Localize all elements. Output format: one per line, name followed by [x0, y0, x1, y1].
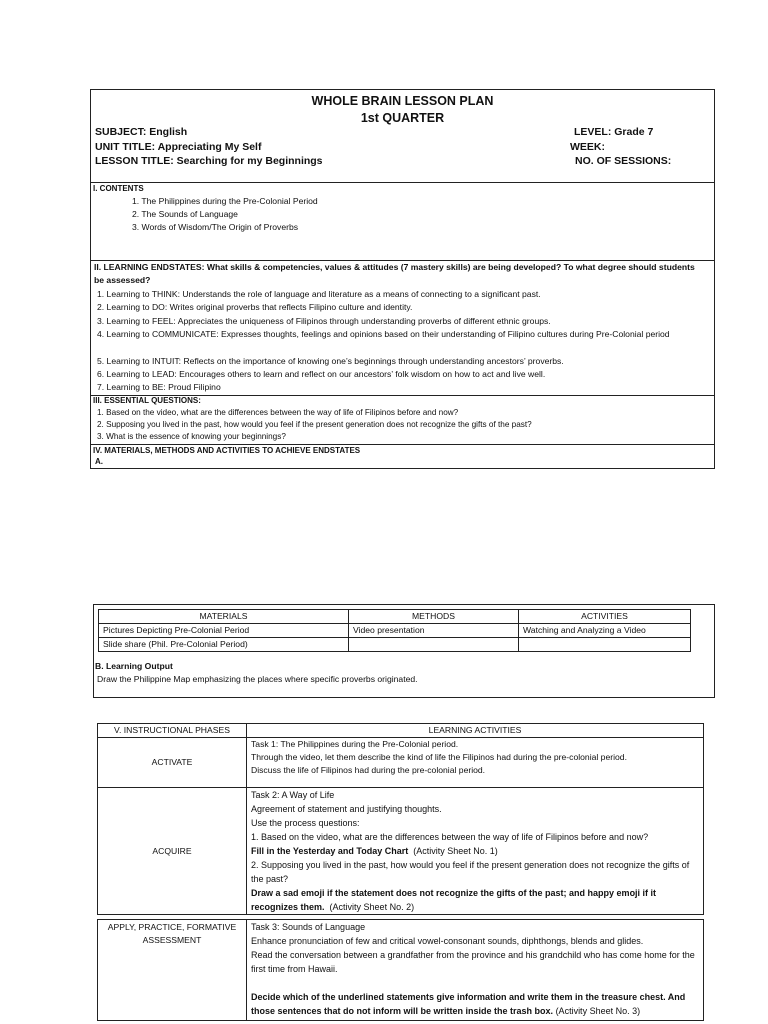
week-label: WEEK:	[570, 141, 605, 153]
materials-sub-label: A.	[95, 457, 103, 466]
activity-line: Task 1: The Philippines during the Pre-Colonial period.	[251, 739, 459, 749]
phase-cell: ACQUIRE	[98, 788, 247, 915]
materials-heading: IV. MATERIALS, METHODS AND ACTIVITIES TO ACHIEVE ENDSTATES	[93, 446, 361, 455]
contents-heading: I. CONTENTS	[93, 184, 144, 193]
table-header-row	[99, 610, 691, 624]
phases-table	[97, 723, 704, 915]
activity-line: Agreement of statement and justifying thoughts.	[251, 804, 442, 814]
endstate-item: 2. Learning to DO: Writes original proverbs that reflects Filipino culture and identity.	[97, 302, 413, 312]
subject-label: SUBJECT: English	[95, 126, 188, 138]
phase-cell: ACTIVATE	[98, 738, 247, 788]
activity-cell	[247, 788, 704, 915]
materials-box	[93, 604, 715, 698]
activity-line: Discuss the life of Filipinos had during the pre-colonial period.	[251, 765, 486, 775]
column-header: V. INSTRUCTIONAL PHASES	[98, 724, 247, 738]
essential-question: 1. Based on the video, what are the differences between the way of life of Filipinos before and now?	[97, 408, 459, 417]
instruction-text: Decide which of the underlined statements give information and write them in the treasure chest. And those sentences that do not inform will be written inside the trash box.	[251, 992, 686, 1016]
endstate-item: 5. Learning to INTUIT: Reflects on the importance of knowing one’s beginnings through understanding ancestors’ proverbs.	[97, 356, 564, 366]
contents-item: 2. The Sounds of Language	[132, 209, 238, 219]
lesson-plan-box	[90, 89, 715, 469]
activity-cell	[247, 920, 704, 1021]
table-row	[98, 788, 704, 915]
column-header: ACTIVITIES	[519, 610, 691, 624]
activity-line: Use the process questions:	[251, 818, 360, 828]
page-title: WHOLE BRAIN LESSON PLAN	[311, 94, 494, 108]
endstate-item: 1. Learning to THINK: Understands the role of language and literature as a means of connecting to a significant past.	[97, 289, 541, 299]
essential-heading: III. ESSENTIAL QUESTIONS:	[93, 396, 201, 405]
endstate-item: 3. Learning to FEEL: Appreciates the uniqueness of Filipinos through understanding proverbs of different ethnic groups.	[97, 316, 551, 326]
endstate-item: 4. Learning to COMMUNICATE: Expresses thoughts, feelings and opinions based on their understanding of Filipino cultures during Pre-Colonial period	[97, 329, 670, 339]
table-cell: Watching and Analyzing a Video	[519, 624, 691, 638]
table-cell: Video presentation	[349, 624, 519, 638]
instruction-text: Draw a sad emoji if the statement does not recognize the gifts of the past; and happy emoji if it recognizes them.	[251, 888, 657, 912]
sessions-label: NO. OF SESSIONS:	[575, 155, 672, 167]
task-title: Task 2: A Way of Life	[251, 790, 335, 800]
activity-sheet-ref: (Activity Sheet No. 3)	[555, 1006, 641, 1016]
column-header: MATERIALS	[99, 610, 349, 624]
endstate-item: 7. Learning to BE: Proud Filipino	[97, 382, 221, 392]
table-cell: Slide share (Phil. Pre-Colonial Period)	[99, 638, 349, 652]
header-section	[91, 90, 714, 183]
table-row	[98, 738, 704, 788]
quarter-title: 1st QUARTER	[360, 111, 445, 125]
task-title: Task 3: Sounds of Language	[251, 922, 366, 932]
activity-line: 1. Based on the video, what are the differences between the way of life of Filipinos before and now?	[251, 832, 649, 842]
activity-sheet-ref: (Activity Sheet No. 1)	[413, 846, 498, 856]
essential-question: 3. What is the essence of knowing your beginnings?	[97, 432, 286, 441]
column-header: METHODS	[349, 610, 519, 624]
contents-item: 3. Words of Wisdom/The Origin of Proverbs	[132, 222, 299, 232]
activity-line: Enhance pronunciation of few and critical vowel-consonant sounds, diphthongs, blends and glides.	[251, 936, 644, 946]
materials-table	[98, 609, 691, 652]
learning-output-text: Draw the Philippine Map emphasizing the places where specific proverbs originated.	[97, 674, 418, 684]
endstate-item: 6. Learning to LEAD: Encourages others to learn and reflect on our ancestors’ folk wisdom on how to act and live well.	[97, 369, 546, 379]
unit-title-label: UNIT TITLE: Appreciating My Self	[95, 141, 262, 153]
table-cell: Pictures Depicting Pre-Colonial Period	[99, 624, 349, 638]
activity-sheet-ref: (Activity Sheet No. 2)	[329, 902, 415, 912]
learning-output-heading: B. Learning Output	[95, 661, 173, 671]
essential-questions-section	[91, 395, 714, 445]
instruction-text: Fill in the Yesterday and Today Chart	[251, 846, 409, 856]
phase-cell: APPLY, PRACTICE, FORMATIVE ASSESSMENT	[98, 920, 247, 1021]
activity-cell	[247, 738, 704, 788]
activity-line: 2. Supposing you lived in the past, how would you feel if the present generation does not recognize the gifts of the past?	[251, 860, 690, 884]
activity-line	[251, 844, 699, 858]
activity-line: Read the conversation between a grandfather from the province and his grandchild who has come home for the first time from Hawaii.	[251, 950, 695, 974]
activity-line: Through the video, let them describe the kind of life the Filipinos had during the pre-colonial period.	[251, 752, 627, 762]
table-cell	[519, 638, 691, 652]
endstates-section	[91, 260, 714, 396]
spacer	[251, 976, 699, 990]
activity-line	[251, 886, 699, 914]
table-header-row	[98, 724, 704, 738]
essential-question: 2. Supposing you lived in the past, how would you feel if the present generation does not recognize the gifts of the past?	[97, 420, 532, 429]
lesson-title-label: LESSON TITLE: Searching for my Beginnings	[95, 155, 323, 167]
apply-table	[97, 919, 704, 1021]
table-row	[99, 624, 691, 638]
column-header: LEARNING ACTIVITIES	[247, 724, 704, 738]
contents-item: 1. The Philippines during the Pre-Colonial Period	[132, 196, 318, 206]
table-cell	[349, 638, 519, 652]
table-row	[98, 920, 704, 1021]
contents-section	[91, 182, 714, 261]
endstates-heading: II. LEARNING ENDSTATES: What skills & competencies, values & attitudes (7 mastery skills) are being developed? To what degree should students be assessed?	[94, 262, 695, 286]
activity-line	[251, 990, 699, 1018]
table-row	[99, 638, 691, 652]
level-label: LEVEL: Grade 7	[574, 126, 654, 138]
materials-section	[91, 444, 714, 468]
